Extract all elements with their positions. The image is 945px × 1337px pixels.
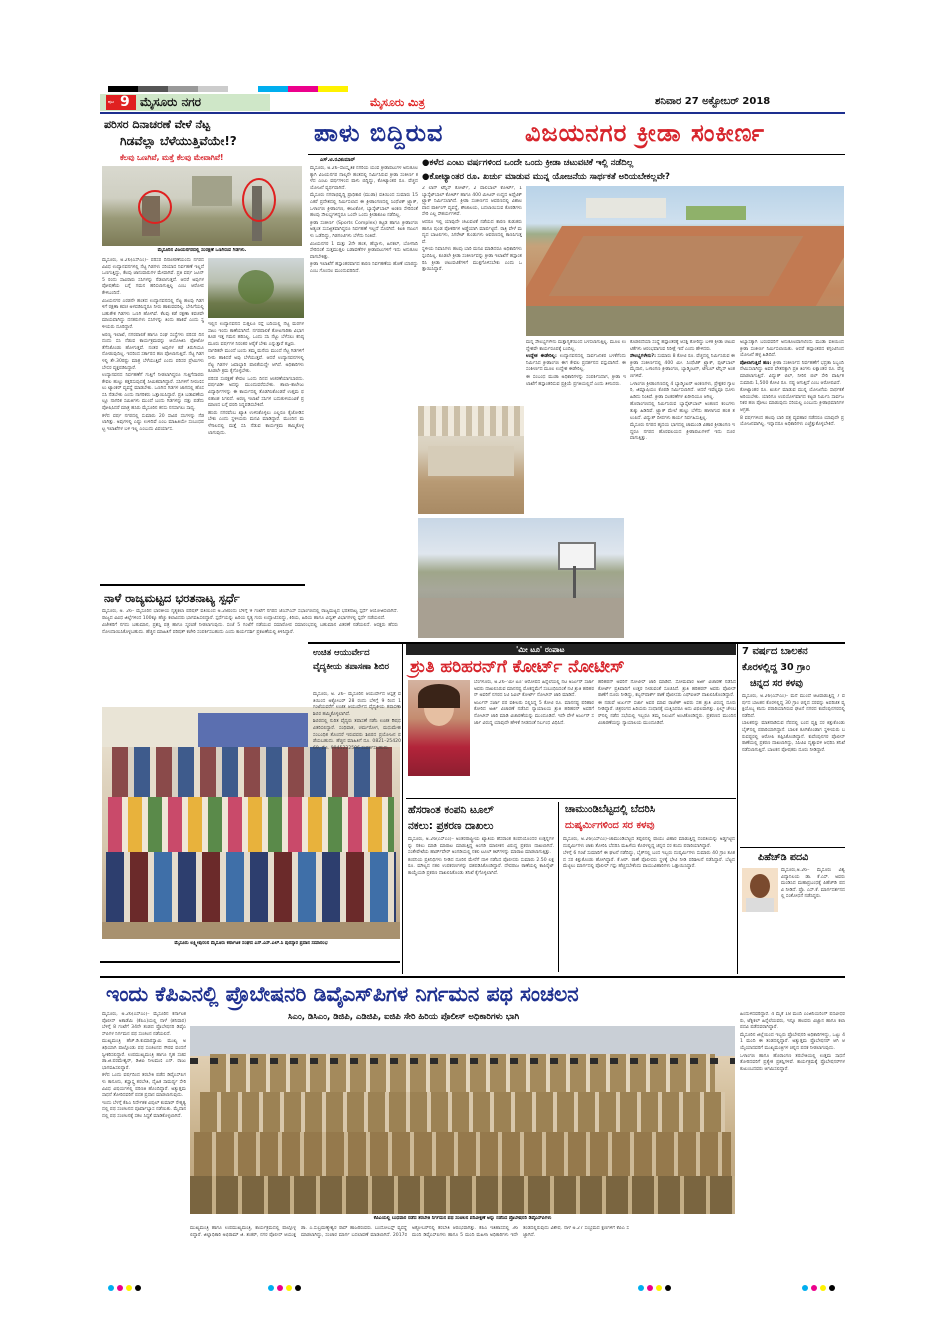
kpa-subhead: ಸಿಎಂ, ಡಿಸಿಎಂ, ಡಿಜಿಪಿ, ಎಡಿಜಿಪಿ, ಐಜಿಪಿ ಸೇರಿ ಹಿರಿಯ ಪೊಲೀಸ್ ಅಧಿಕಾರಿಗಳು ಭಾಗಿ <box>288 1012 520 1022</box>
story-kpa <box>100 980 845 1277</box>
trees-body-right: ಇಲ್ಲಿನ ಉದ್ಯಾನವನದ ಸುತ್ತಲೂ ರಸ್ತೆ ಬದಿಯಲ್ಲಿ ನೆಟ್ಟ ಮರಗಳ ಸಾಲು ಇಂದು ಕಾಣೆಯಾಗಿದೆ. ನಗರಪಾಲಿಕೆ ತೋಟಗಾರಿಕಾ ವಿಭಾಗ ಕೂಡ ಇತ್ತ ಗಮನ ಹರಿಸಿಲ್ಲ. ಒಂದು ಸಸಿ ನೆಟ್ಟು ಬೆಳೆಸಲು ಕನಿಷ್ಠ ಮೂರು ವರ್ಷಗಳ ನಿರಂತರ ಆರೈಕೆ ಬೇಕು ಎನ್ನುತ್ತಾರೆ ತಜ್ಞರು. ನಾಗರಿಕರೇ ಮುಂದೆ ಬಂದು ತಮ್ಮ ಮನೆಯ ಮುಂದೆ ನೆಟ್ಟ ಗಿಡಗಳಿಗೆ ನೀರು ಹಾಕಿದರೆ ಅವು ಬೆಳೆಯುತ್ತವೆ. ಆದರೆ ಉದ್ಯಾನವನಗಳಲ್ಲಿ ನೆಟ್ಟ ಗಿಡಗಳ ಜವಾಬ್ದಾರಿ ಪಾಲಿಕೆಯದ್ದೇ ಆಗಿದೆ. ಅಧಿಕಾರಿಗಳು ಕೂಡಲೇ ಕ್ರಮ ಕೈಗೊಳ್ಳಬೇಕು. ಪರಿಸರ ಸಂರಕ್ಷಣೆ ಕೇವಲ ಒಂದು ದಿನದ ಆಚರಣೆಯಾಗಬಾರದು. ವರ್ಷವಿಡೀ ಅದನ್ನು ಮುಂದುವರೆಸಬೇಕು. ಶಾಲಾ–ಕಾಲೇಜು ವಿದ್ಯಾರ್ಥಿಗಳನ್ನು ಈ ಕಾರ್ಯದಲ್ಲಿ ತೊಡಗಿಸಿಕೊಂಡರೆ ಉತ್ತಮ ಫಲಿತಾಂಶ ಸಿಗಲಿದೆ. ಅರಣ್ಯ ಇಲಾಖೆ ಸಸಿಗಳ ಬದುಕುಳಿಯುವಿಕೆ ಪ್ರಮಾಣದ ಬಗ್ಗೆ ವರದಿ ಸಿದ್ಧಪಡಿಸಬೇಕಿದೆ. ಹಸಿರು ನಗರವೆಂಬ ಖ್ಯಾತಿ ಉಳಿಸಿಕೊಳ್ಳಲು ಎಲ್ಲರೂ ಕೈಜೋಡಿಸಬೇಕು ಎಂದು ಸ್ಥಳೀಯರು ಮನವಿ ಮಾಡಿದ್ದಾರೆ. ಮುಂದಿನ ಮಳೆಗಾಲದಲ್ಲಿ ಮತ್ತೆ ಸಸಿ ನೆಡುವ ಕಾರ್ಯಕ್ರಮ ಹಮ್ಮಿಕೊಳ್ಳಲಾಗುವುದು. <box>208 322 304 436</box>
trees-body: ಮೈಸೂರು, ಅ.26(ಎಸ್‌ಎಂ)– ಪರಿಸರ ದಿನಾಚರಣೆಯಂದು ನಗರದ ವಿವಿಧ ಉದ್ಯಾನವನಗಳಲ್ಲಿ ನೆಟ್ಟ ಗಿಡಗಳು ಸರಿಯಾದ ನಿರ್ವಹಣೆ ಇಲ್ಲದೆ ಒಣಗುತ್ತಿದ್ದು, ಕೆಲವು ಜಾನುವಾರುಗಳ ಮೇವಾಗಿವೆ. ಪ್ರತಿ ವರ್ಷ ಜೂನ್ 5 ರಂದು ಸಾವಿರಾರು ಸಸಿಗಳನ್ನು ನೆಡಲಾಗುತ್ತದೆ. ಆದರೆ ಅವುಗಳ ಪೋಷಣೆಯ ಬಗ್ಗೆ ಗಮನ ಹರಿಸಲಾಗುತ್ತಿಲ್ಲ ಎಂಬ ಆರೋಪ ಕೇಳಿಬಂದಿದೆ. ವಿಜಯನಗರ ಎರಡನೇ ಹಂತದ ಉದ್ಯಾನವನದಲ್ಲಿ ನೆಟ್ಟ ಹಲವು ಗಿಡಗಳಿಗೆ ರಕ್ಷಣಾ ಕವಚ ಅಳವಡಿಸಿದ್ದರೂ ನೀರು ಹಾಕುವವರಿಲ್ಲ. ಬೇಸಿಗೆಯಲ್ಲಿ ಬಹುತೇಕ ಗಿಡಗಳು ಒಣಗಿ ಹೋಗಿವೆ. ಕೆಲವು ಕಡೆ ರಕ್ಷಣಾ ಕವಚವೇ ಮಾಯವಾಗಿದ್ದು ದನಕರುಗಳು ಸಸಿಗಳನ್ನು ತಿಂದು ಹಾಕಿವೆ ಎಂದು ಸ್ಥಳೀಯರು ದೂರಿದ್ದಾರೆ. ಅರಣ್ಯ ಇಲಾಖೆ, ನಗರಪಾಲಿಕೆ ಹಾಗೂ ಸಂಘ ಸಂಸ್ಥೆಗಳು ಪರಿಸರ ದಿನದಂದು ಸಸಿ ನೆಡುವ ಕಾರ್ಯಕ್ರಮವನ್ನು ಆಯೋಜಿಸಿ ಫೋಟೋ ತೆಗೆಸಿಕೊಂಡು ಹೋಗುತ್ತವೆ. ನಂತರ ಅವುಗಳ ಕಡೆ ತಿರುಗಿಯೂ ನೋಡುವುದಿಲ್ಲ. ಇದರಿಂದ ಸರ್ಕಾರದ ಹಣ ಪೋಲಾಗುತ್ತಿದೆ. ನೆಟ್ಟ ಗಿಡಗಳಲ್ಲಿ ಶೇ.30ರಷ್ಟು ಮಾತ್ರ ಬೆಳೆಯುತ್ತಿವೆ ಎಂದು ಪರಿಸರ ಪ್ರೇಮಿಗಳು ಬೇಸರ ವ್ಯಕ್ತಪಡಿಸಿದ್ದಾರೆ. ಉದ್ಯಾನವನದ ನಿರ್ವಹಣೆಗೆ ಗುತ್ತಿಗೆ ನೀಡಲಾಗಿದ್ದರೂ ಗುತ್ತಿಗೆದಾರರು ಕೇವಲ ಹುಲ್ಲು ಕತ್ತರಿಸುವುದಕ್ಕೆ ಸೀಮಿತವಾಗಿದ್ದಾರೆ. ಸಸಿಗಳಿಗೆ ನೀರುಣಿಸಲು ಟ್ಯಾಂಕರ್ ವ್ಯವಸ್ಥೆ ಮಾಡಬೇಕು. ಒಣಗಿದ ಗಿಡಗಳ ಜಾಗದಲ್ಲಿ ಹೊಸ ಸಸಿ ನೆಡಬೇಕು ಎಂದು ನಾಗರಿಕರು ಒತ್ತಾಯಿಸಿದ್ದಾರೆ. ಪ್ರತಿ ಬಡಾವಣೆಯಲ್ಲೂ ನಾಗರಿಕ ಸಮಿತಿಗಳು ಮುಂದೆ ಬಂದು ಗಿಡಗಳನ್ನು ದತ್ತು ಪಡೆದು ಪೋಷಿಸಿದರೆ ಮಾತ್ರ ಹಸಿರು ಮೈಸೂರಿನ ಕನಸು ನನಸಾಗಲು ಸಾಧ್ಯ. ಕಳೆದ ವರ್ಷ ನಗರದಲ್ಲಿ ಸುಮಾರು 20 ಸಾವಿರ ಸಸಿಗಳನ್ನು ನೆಡಲಾಗಿತ್ತು. ಅವುಗಳಲ್ಲಿ ಎಷ್ಟು ಉಳಿದಿವೆ ಎಂಬ ಮಾಹಿತಿಯೇ ಸಂಬಂಧಪಟ್ಟ ಇಲಾಖೆಗಳ ಬಳಿ ಇಲ್ಲ ಎಂಬುದು ವಿಪರ್ಯಾಸ. <box>102 258 204 432</box>
lead-body-col5: ಅಭ್ಯಾಸಕ್ಕಾಗಿ ಬರುವವರಿಗೆ ಅನುಕೂಲವಾಗಲೆಂದು ಮುಡಾ ವತಿಯಿಂದ ಕ್ರೀಡಾ ಸಂಕೀರ್ಣ ನಿರ್ಮಿಸಲಾಯಿತು. ಆದರೆ ಹಸ್ತಾಂತರದ ಕಗ್ಗಂಟಿನಿಂದ ಯೋಜನೆ ಹಳ್ಳ ಹಿಡಿದಿದೆ. ಪೋಲಾಗುತ್ತಿದೆ ಹಣ: ಕ್ರೀಡಾ ಸಂಕೀರ್ಣದ ನಿರ್ವಹಣೆಗೆ ಭದ್ರತಾ ಸಿಬ್ಬಂದಿ ನೇಮಿಸಲಾಗಿದ್ದು ಅವರ ವೇತನಕ್ಕಾಗಿ ಪ್ರತಿ ತಿಂಗಳು ಲಕ್ಷಾಂತರ ರೂ. ವೆಚ್ಚ ಮಾಡಲಾಗುತ್ತಿದೆ. ವಿದ್ಯುತ್ ಬಿಲ್, ನೀರಿನ ಬಿಲ್ ಸೇರಿ ವಾರ್ಷಿಕ ಸುಮಾರು 1,500 ಕೋಟಿ ರೂ. ನಷ್ಟ ಆಗುತ್ತಿದೆ ಎಂಬ ಆರೋಪವಿದೆ. ಕೋಟ್ಯಾಂತರ ರೂ. ಖರ್ಚು ಮಾಡುವ ಮುನ್ನ ಯೋಜನೆಯ ಸಾರ್ಥಕತೆ ಅರಿಯಬೇಕು. ಯಾರಿಗೂ ಉಪಯೋಗವಾಗದ ಕಟ್ಟಡ ನಿರ್ಮಿಸಿ ಸಾರ್ವಜನಿಕರ ಹಣ ಪೋಲು ಮಾಡುವುದು ಸರಿಯಲ್ಲ ಎಂಬುದು ಕ್ರೀಡಾಭಿಮಾನಿಗಳ ಆಗ್ರಹ. 8 ವರ್ಷಗಳಿಂದ ಹಲವು ಬಾರಿ ಪತ್ರ ವ್ಯವಹಾರ ನಡೆದರೂ ಯಾವುದೇ ಪ್ರಯೋಜನವಾಗಿಲ್ಲ. ಇನ್ನಾದರೂ ಅಧಿಕಾರಿಗಳು ಎಚ್ಚೆತ್ತುಕೊಳ್ಳಬೇಕಿದೆ. <box>740 340 844 428</box>
trees-headline-2: ಗಿಡವೆಲ್ಲಾ ಬೆಳೆಯುತ್ತಿವೆಯೇ!? <box>120 134 237 148</box>
metoo-body-1: ಬೆಂಗಳೂರು, ಅ.26–'ಮೀ ಟೂ' ಆರೋಪದ ಹಿನ್ನೆಲೆಯಲ್ಲಿ ನಟ ಅರ್ಜುನ್ ಸರ್ಜಾ ಅವರು ದಾಖಲಿಸಿರುವ ಮಾನನಷ್ಟ ಮೊಕದ್ದಮೆಗೆ ಸಂಬಂಧಿಸಿದಂತೆ ನಟಿ ಶ್ರುತಿ ಹರಿಹರನ್ ಅವರಿಗೆ ನಗರದ ಸಿಟಿ ಸಿವಿಲ್ ಕೋರ್ಟ್ ನೋಟೀಸ್ ಜಾರಿ ಮಾಡಿದೆ. ಅರ್ಜುನ್ ಸರ್ಜಾ ಪರ ವಕೀಲರು ಸಲ್ಲಿಸಿದ್ದ 5 ಕೋಟಿ ರೂ. ಮಾನನಷ್ಟ ಪರಿಹಾರ ಕೋರಿದ ಅರ್ಜಿ ವಿಚಾರಣೆ ನಡೆಸಿದ ನ್ಯಾಯಾಲಯ ಶ್ರುತಿ ಹರಿಹರನ್ ಅವರಿಗೆ ನೋಟೀಸ್ ಜಾರಿ ಮಾಡಿ ವಿಚಾರಣೆಯನ್ನು ಮುಂದೂಡಿದೆ. ಇದೇ ವೇಳೆ ಅರ್ಜುನ್ ಸರ್ಜಾ ವಿರುದ್ಧ ಯಾವುದೇ ಹೇಳಿಕೆ ನೀಡದಂತೆ ನಿರ್ಬಂಧ ವಿಧಿಸಿದೆ. <box>474 680 594 726</box>
story-theft <box>740 644 845 849</box>
kpa-body-right: ಹಿಂದುಳಿದವರಿದ್ದಾರೆ. 4 ಮೈಕೆ 18 ಮಂದಿ ಎಂಜಿನಿಯರಿಂಗ್ ಪದವೀಧರರು, ಟೆಕ್ನಿಕಲ್ ಹಿನ್ನೆಲೆಯವರು, ಇನ್ನೂ ಹಲವರು ವಿಜ್ಞಾನ ಹಾಗೂ ಕಲಾ ಪದವಿ ಪಡೆದವರಾಗಿದ್ದಾರೆ. ಮೈಸೂರಿನ ಜಿಲ್ಲೆಯಿಂದ ಇಬ್ಬರು ಪ್ರೊಬೇಷನರಿ ಅಧಿಕಾರಿಗಳಿದ್ದು, ಒಟ್ಟು 41 ಮಂದಿ ಈ ತಂಡದಲ್ಲಿದ್ದಾರೆ. ಅತ್ಯುತ್ತಮ ಪ್ರೊಬೇಷನರ್ ಆಗಿ ಆಯ್ಕೆಯಾದವರಿಗೆ ಮುಖ್ಯಮಂತ್ರಿಗಳ ಚಿನ್ನದ ಪದಕ ನೀಡಲಾಗುವುದು. ಒಳಾಂಗಣ ಹಾಗೂ ಹೊರಾಂಗಣ ತರಬೇತಿಯಲ್ಲಿ ಉತ್ತಮ ಸಾಧನೆ ತೋರಿದವರಿಗೆ ಪ್ರತ್ಯೇಕ ಪ್ರಶಸ್ತಿಗಳಿವೆ. ಕಾರ್ಯಕ್ರಮಕ್ಕೆ ಪ್ರೊಬೇಷನರ್‌ಗಳ ಕುಟುಂಬದವರು ಆಗಮಿಸಲಿದ್ದಾರೆ. <box>740 1012 845 1072</box>
issue-date: ಶನಿವಾರ 27 ಅಕ್ಟೋಬರ್ 2018 <box>655 96 771 107</box>
page-label: ಪುಟ <box>108 99 114 104</box>
trees-photo-2 <box>208 258 304 318</box>
phd-body: ಮೈಸೂರು,ಅ.26– ಮೈಸೂರು ವಿಶ್ವವಿದ್ಯಾನಿಲಯ ಡಾ. ಕೆ.ಎಸ್. ಅವರು ಮಂಡಿಸಿದ ಮಹಾಪ್ರಬಂಧಕ್ಕೆ ಪಿಹೆಚ್‌ಡಿ ಪದವಿ ನೀಡಿದೆ. ಪ್ರೊ. ಎಸ್.ಕೆ. ಮಾರ್ಗದರ್ಶನದಲ್ಲಿ ಸಂಶೋಧನೆ ನಡೆಸಿದ್ದರು. <box>781 868 845 900</box>
story-toll <box>406 802 556 972</box>
kpa-photo-caption: ಕೆಪಿಎಯಲ್ಲಿ ಬುಧವಾರ ನಡೆದ ತರಬೇತಿ ನಿರ್ಗಮನ ಪಥ ಸಂಚಲನ ಪರಿವೀಕ್ಷಣೆ ಅನ್ನು ನಡೆಸಿದ ಪ್ರೊಬೇಷನರಿ ಡಿವೈಎಸ್‌ಪಿಗಳು <box>373 1216 552 1221</box>
trees-subhead: ಕೆಲವು ಒಣಗಿವೆ, ಮತ್ತೆ ಕೆಲವು ಮೇವಾಗಿವೆ! <box>120 153 224 162</box>
lead-photo-hall <box>418 406 524 514</box>
lead-photo-track <box>526 186 844 336</box>
trees-photo <box>102 166 302 246</box>
lead-photo-court <box>418 518 624 638</box>
story-metoo <box>406 644 736 800</box>
trees-photo-caption: ಮೈಸೂರಿನ ವಿಜಯನಗರದಲ್ಲಿ ಸಂರಕ್ಷಣೆ ಒಣಗಿರುವ ಗಿಡಗಳು. <box>157 248 247 253</box>
metoo-kicker-bar <box>406 644 736 655</box>
registration-marks-bottom <box>108 1284 837 1292</box>
lead-headline-b: ವಿಜಯನಗರ ಕ್ರೀಡಾ ಸಂಕೀರ್ಣ <box>525 119 765 147</box>
ayurveda-body: ಮೈಸೂರು, ಅ. 26– ಮೈಸೂರಿನ ಆಯುರ್ವೇದ ಆಸ್ಪತ್ರೆ ವತಿಯಿಂದ ಅಕ್ಟೋಬರ್ 28 ರಂದು ಬೆಳಿಗ್ಗೆ 9 ರಿಂದ 1 ಗಂಟೆಯವರೆಗೆ ಉಚಿತ ಆಯುರ್ವೇದ ವೈದ್ಯಕೀಯ ತಪಾಸಣಾ ಶಿಬಿರ ಹಮ್ಮಿಕೊಳ್ಳಲಾಗಿದೆ. ಶಿಬಿರದಲ್ಲಿ ನುರಿತ ವೈದ್ಯರು ತಪಾಸಣೆ ನಡೆಸಿ ಉಚಿತ ಔಷಧ ವಿತರಿಸಲಿದ್ದಾರೆ. ಸಂಧಿವಾತ, ಚರ್ಮರೋಗ, ಮಧುಮೇಹ ಸಂಬಂಧಿತ ತೊಂದರೆ ಇರುವವರು ಶಿಬಿರದ ಪ್ರಯೋಜನ ಪಡೆಯಬಹುದು. ಹೆಚ್ಚಿನ ಮಾಹಿತಿಗೆ ದೂ. 0821–2542069, ಮೊ. 9945222596 ಸಂಪರ್ಕಿಸಬಹುದು. <box>313 692 401 751</box>
metoo-body-2: ಹರಿಹರನ್ ಅವರಿಗೆ ನೋಟೀಸ್ ಜಾರಿ ಮಾಡಿದೆ. ಸೋಮವಾರ ಅರ್ಜಿ ವಿಚಾರಣೆ ನಡೆಸಿದ ಕೋರ್ಟ್ ಪ್ರತಿವಾದಿಗೆ ಉತ್ತರ ನೀಡುವಂತೆ ಸೂಚಿಸಿದೆ. ಶ್ರುತಿ ಹರಿಹರನ್ ಅವರು ಪೊಲೀಸ್ ಠಾಣೆಗೆ ದೂರು ನೀಡಿದ್ದು, ಕಬ್ಬನ್‌ಪಾರ್ಕ್ ಠಾಣೆ ಪೊಲೀಸರು ಎಫ್‌ಐಆರ್ ದಾಖಲಿಸಿಕೊಂಡಿದ್ದಾರೆ. ಈ ನಡುವೆ ಅರ್ಜುನ್ ಸರ್ಜಾ ಅವರ ಮಾವ ರಾಜೇಶ್ ಅವರು ಸಹ ಶ್ರುತಿ ವಿರುದ್ಧ ದೂರು ನೀಡಿದ್ದಾರೆ. ಚಿತ್ರರಂಗದ ಹಿರಿಯರು ಸಂಧಾನಕ್ಕೆ ಯತ್ನಿಸಿದರೂ ಅದು ವಿಫಲವಾಗಿತ್ತು. ಫಿಲ್ಮ್ ಚೇಂಬರ್‌ನಲ್ಲಿ ನಡೆದ ಸಭೆಯಲ್ಲಿ ಇಬ್ಬರೂ ತಮ್ಮ ನಿಲುವಿಗೆ ಅಂಟಿಕೊಂಡಿದ್ದರು. ಪ್ರಕರಣದ ಮುಂದಿನ ವಿಚಾರಣೆಯನ್ನು ನ್ಯಾಯಾಲಯ ಮುಂದೂಡಿದೆ. <box>598 680 736 726</box>
toll-body: ಮೈಸೂರು, ಅ.26(ಎಸ್‌ಎಂ)– ಅಂತರರಾಷ್ಟ್ರೀಯ ಖ್ಯಾತಿಯ ಹೆಸರಾಂತ ಕಂಪನಿಯೊಂದರ ಉತ್ಪನ್ನಗಳನ್ನು ನಕಲು ಮಾಡಿ ಮಾರಾಟ ಮಾಡುತ್ತಿದ್ದ ಅಂಗಡಿ ಮಾಲೀಕನ ವಿರುದ್ಧ ಪ್ರಕರಣ ದಾಖಲಾಗಿದೆ. ಸಂತೇಪೇಟೆಯ ಹಾರ್ಡ್‌ವೇರ್ ಅಂಗಡಿಯಲ್ಲಿ ನಕಲಿ ಟೂಲ್ ಕಿಟ್‌ಗಳನ್ನು ಮಾರಾಟ ಮಾಡಲಾಗುತ್ತಿತ್ತು. ಕಂಪನಿಯ ಪ್ರತಿನಿಧಿಗಳು ನೀಡಿದ ದೂರಿನ ಮೇರೆಗೆ ದಾಳಿ ನಡೆಸಿದ ಪೊಲೀಸರು ಸುಮಾರು 2.50 ಲಕ್ಷ ರೂ. ಮೌಲ್ಯದ ನಕಲಿ ಉಪಕರಣಗಳನ್ನು ವಶಪಡಿಸಿಕೊಂಡಿದ್ದಾರೆ. ದೇವರಾಜ ಠಾಣೆಯಲ್ಲಿ ಕಾಪಿರೈಟ್ ಕಾಯ್ದೆಯಡಿ ಪ್ರಕರಣ ದಾಖಲಿಸಿಕೊಂಡು ತನಿಖೆ ಕೈಗೊಳ್ಳಲಾಗಿದೆ. <box>408 837 554 876</box>
story-trees <box>100 116 305 586</box>
theft-headline-2: ಕೊರಳಲ್ಲಿದ್ದ 30 ಗ್ರಾಂ <box>742 662 811 673</box>
toll-headline-2: ನಕಲು: ಪ್ರಕರಣ ದಾಖಲು <box>408 820 494 832</box>
page-number-box <box>106 95 136 110</box>
ayurveda-headline: ಉಚಿತ ಆಯುರ್ವೇದ ವೈದ್ಯಕೀಯ ತಪಾಸಣಾ ಶಿಬಿರ <box>313 648 389 672</box>
page-header <box>100 92 845 114</box>
group-photo-caption: ಮೈಸೂರು ಲಕ್ಷ್ಮೀಪುರಂನ ಮೈಸೂರು ಕರ್ನಾಟಕ ಸಂಘದ ಎಸ್.ಎಸ್.ಎಲ್.ಸಿ ಪುರಸ್ಕಾರ ಪ್ರದಾನ ಸಮಾರಂಭ <box>174 941 328 946</box>
lead-body-col3: ಮನ್ನ ಸೌಲಭ್ಯಗಳೇನು ಮತ್ತಾಗ್ಯತೆಯಿಂದ ಬಳಸಲಾಗುತ್ತಿಲ್ಲ. ಮೂಲ ಉದ್ದೇಶವೇ ಕಾರ್ಯರೂಪಕ್ಕೆ ಬಂದಿಲ್ಲ. ಉದ್ದೇಶ ಈಡೇರಿಲ್ಲ: ಉದ್ಯಾನವನದಲ್ಲಿ ಸಾರ್ವಜನಿಕರ ಬಳಕೆಗೆಂದು ನಿರ್ಮಿಸಿದ ಕ್ರೀಡಾಂಗಣ ಈಗ ಕೇವಲ ಪ್ರದರ್ಶನದ ವಸ್ತುವಾಗಿದೆ. ಈ ಸಂಕೀರ್ಣದ ಮೂಲ ಉದ್ದೇಶ ಈಡೇರಿಲ್ಲ. ಈ ಸಂಬಂಧ ಮುಡಾ ಅಧಿಕಾರಿಗಳನ್ನು ಸಂಪರ್ಕಿಸಿದಾಗ, ಕ್ರೀಡಾ ಇಲಾಖೆಗೆ ಹಸ್ತಾಂತರಿಸುವ ಪ್ರಕ್ರಿಯೆ ಪ್ರಗತಿಯಲ್ಲಿದೆ ಎಂದು ತಿಳಿಸಿದರು. <box>526 340 626 387</box>
bharatanatya-headline: ನಾಳೆ ರಾಜ್ಯಮಟ್ಟದ ಭರತನಾಟ್ಯ ಸ್ಪರ್ಧೆ <box>104 591 240 605</box>
kpa-headline: ಇಂದು ಕೆಪಿಎನಲ್ಲಿ ಪ್ರೊಬೇಷನರಿ ಡಿವೈಎಸ್‌ಪಿಗಳ ನಿರ್ಗಮನ ಪಥ ಸಂಚಲನ <box>106 982 579 1006</box>
toll-headline-1: ಹೆಸರಾಂತ ಕಂಪನಿ ಟೂಲ್ <box>408 804 494 816</box>
lead-byline: ಎಸ್.ಟಿ.ರವಿಕುಮಾರ್ <box>320 157 356 163</box>
metoo-photo <box>408 680 470 776</box>
newspaper-page <box>100 92 845 1277</box>
lead-subhead-1: ಉದ್ದೇಶ ಈಡೇರಿಲ್ಲ: <box>526 354 557 360</box>
lead-headline-a: ಪಾಳು ಬಿದ್ದಿರುವ <box>314 119 444 147</box>
section-title: ಮೈಸೂರು ನಗರ <box>140 95 202 109</box>
chamundi-headline-2: ದುಷ್ಕರ್ಮಿಗಳಿಂದ ಸರ ಕಳವು <box>565 820 655 831</box>
trees-headline-1: ಪರಿಸರ ದಿನಾಚರಣೆ ವೇಳೆ ನೆಟ್ಟ <box>104 118 211 131</box>
kpa-body-bottom: ಮುಖ್ಯಮಂತ್ರಿ ಹಾಗೂ ಉಪಮುಖ್ಯಮಂತ್ರಿ, ಕಾರ್ಯಕ್ರಮದಲ್ಲಿ ಪಾಲ್ಗೊಳ್ಳಲಿದ್ದಾರೆ. ಜಿಲ್ಲಾಧಿಕಾರಿ ಅಭಿರಾಮ್ ಜಿ. ಶಂಕರ್, ನಗರ ಪೊಲೀಸ್ ಆಯುಕ್ತ ಡಾ. ಎ.ಸುಬ್ರಮಣ್ಯೇಶ್ವರ ರಾವ್ ಹಾಜರಿರುವರು. ಬಂದೋಬಸ್ತ್ ವ್ಯವಸ್ಥೆ ಮಾಡಲಾಗಿದ್ದು, ಸಂಚಾರ ಮಾರ್ಗ ಬದಲಾವಣೆ ಮಾಡಲಾಗಿದೆ. 2017ರ ಅಕ್ಟೋಬರ್‌ನಲ್ಲಿ ತರಬೇತಿ ಆರಂಭವಾಗಿತ್ತು. ಕೆಪಿಎ ಇತಿಹಾಸದಲ್ಲಿ 36 ಮಂದಿ ಡಿವೈಎಸ್‌ಪಿಗಳು ಹಾಗೂ 5 ಮಂದಿ ಮಹಿಳಾ ಅಧಿಕಾರಿಗಳು ಇದೇ ತಂಡದಲ್ಲಿರುವುದು ವಿಶೇಷ. ನಾಳೆ ಅ.27 ಸಂಭ್ರಮದ ಕ್ಷಣಗಳಿಗೆ ಕೆಪಿಎ ಸಜ್ಜಾಗಿದೆ. <box>190 1226 629 1238</box>
lead-bullet-2: ●ಕೋಟ್ಯಾಂತರ ರೂ. ಖರ್ಚು ಮಾಡುವ ಮುನ್ನ ಯೋಜನೆಯ ಸಾರ್ಥಕತೆ ಅರಿಯಬೇಕಲ್ಲವೇ? <box>422 172 670 182</box>
phd-photo <box>742 868 778 912</box>
bharatanatya-body: ಮೈಸೂರು, ಅ. 26– ಮೈಸೂರಿನ ಭಾರತೀಯ ನೃತ್ಯಕಲಾ ಪರಿಷತ್ ವತಿಯಿಂದ ಅ.28ರಂದು ಬೆಳಿಗ್ಗೆ 9 ಗಂಟೆಗೆ ನಗರದ ಜೆಎಸ್‌ಎಸ್ ಸಭಾಂಗಣದಲ್ಲಿ ರಾಜ್ಯಮಟ್ಟದ ಭರತನಾಟ್ಯ ಸ್ಪರ್ಧೆ ಆಯೋಜಿಸಲಾಗಿದೆ. ರಾಜ್ಯದ ವಿವಿಧ ಜಿಲ್ಲೆಗಳಿಂದ 100ಕ್ಕೂ ಹೆಚ್ಚು ಕಲಾವಿದರು ಭಾಗವಹಿಸಲಿದ್ದಾರೆ. ಸ್ಪರ್ಧೆಯನ್ನು ಹಿರಿಯ ನೃತ್ಯ ಗುರು ಉದ್ಘಾಟಿಸಲಿದ್ದು, ಕಿರಿಯ, ಹಿರಿಯ ಹಾಗೂ ವಿದ್ವತ್ ವಿಭಾಗಗಳಲ್ಲಿ ಸ್ಪರ್ಧೆ ನಡೆಯಲಿದೆ. ವಿಜೇತರಿಗೆ ನಗದು ಬಹುಮಾನ, ಪ್ರಶಸ್ತಿ ಪತ್ರ ಹಾಗೂ ಸ್ಮರಣಿಕೆ ನೀಡಲಾಗುವುದು. ಸಂಜೆ 5 ಗಂಟೆಗೆ ನಡೆಯುವ ಸಮಾರೋಪ ಸಮಾರಂಭದಲ್ಲಿ ಬಹುಮಾನ ವಿತರಣೆ ನಡೆಯಲಿದೆ. ಆಸಕ್ತರು ಹೆಸರು ನೋಂದಾಯಿಸಿಕೊಳ್ಳಬಹುದು. ಹೆಚ್ಚಿನ ಮಾಹಿತಿಗೆ ಪರಿಷತ್ ಕಚೇರಿ ಸಂಪರ್ಕಿಸಬಹುದು ಎಂದು ಕಾರ್ಯದರ್ಶಿ ಪ್ರಕಟಣೆಯಲ್ಲಿ ತಿಳಿಸಿದ್ದಾರೆ. <box>102 609 398 635</box>
page-number: 9 <box>120 94 130 110</box>
story-lead <box>308 116 845 646</box>
lead-body-col1: ಮೈಸೂರು, ಅ.26–ಸಾಂಸ್ಕೃತಿಕ ನಗರಿಯ ಯುವ ಕ್ರೀಡಾಪಟುಗಳ ಅನುಕೂಲಕ್ಕಾಗಿ ವಿಜಯನಗರ ನಾಲ್ಕನೇ ಹಂತದಲ್ಲಿ ನಿರ್ಮಿಸಿರುವ ಕ್ರೀಡಾ ಸಂಕೀರ್ಣ ಕಳೆದ ಎಂಟು ವರ್ಷಗಳಿಂದ ಪಾಳು ಬಿದ್ದಿದ್ದು, ಕೋಟ್ಯಾಂತರ ರೂ. ವೆಚ್ಚದ ಯೋಜನೆ ವ್ಯರ್ಥವಾಗಿದೆ. ಮೈಸೂರು ನಗರಾಭಿವೃದ್ಧಿ ಪ್ರಾಧಿಕಾರ (ಮುಡಾ) ವತಿಯಿಂದ ಸುಮಾರು 15 ಎಕರೆ ಪ್ರದೇಶದಲ್ಲಿ ನಿರ್ಮಿಸಲಾದ ಈ ಕ್ರೀಡಾಂಗಣದಲ್ಲಿ ಸಿಂಥೆಟಿಕ್ ಟ್ರ್ಯಾಕ್, ಒಳಾಂಗಣ ಕ್ರೀಡಾಂಗಣ, ಈಜುಕೊಳ, ಬ್ಯಾಸ್ಕೆಟ್‌ಬಾಲ್ ಅಂಕಣ ಸೇರಿದಂತೆ ಹಲವು ಸೌಲಭ್ಯಗಳಿದ್ದರೂ ಒಂದೇ ಒಂದು ಕ್ರೀಡಾಕೂಟ ನಡೆದಿಲ್ಲ. ಕ್ರೀಡಾ ಸಂಕೀರ್ಣ (Sports Complex) ಕಟ್ಟಡ ಹಾಗೂ ಕ್ರೀಡಾಂಗಣ ಅತ್ಯಂತ ಸುಸಜ್ಜಿತವಾಗಿದ್ದರೂ ನಿರ್ವಹಣೆ ಇಲ್ಲದೆ ಸೊರಗಿದೆ. ಕಿಟಕಿ ಗಾಜುಗಳು ಒಡೆದಿದ್ದು, ಗಿಡಗಂಟಿಗಳು ಬೆಳೆದು ನಿಂತಿವೆ. ವಿಜಯನಗರ 1 ಮತ್ತು 2ನೇ ಹಂತ, ಹೆಬ್ಬಾಳು, ಹಿನಕಲ್, ಬೋಗಾದಿ ಸೇರಿದಂತೆ ಸುತ್ತಮುತ್ತಲ ಬಡಾವಣೆಗಳ ಕ್ರೀಡಾಪಟುಗಳಿಗೆ ಇದು ಅನುಕೂಲವಾಗಬೇಕಿತ್ತು. ಕ್ರೀಡಾ ಇಲಾಖೆಗೆ ಹಸ್ತಾಂತರವಾಗದ ಕಾರಣ ನಿರ್ವಹಣೆಯ ಹೊಣೆ ಯಾರದ್ದು ಎಂಬ ಗೊಂದಲ ಮುಂದುವರಿದಿದೆ. <box>310 166 418 274</box>
kpa-photo <box>190 1026 735 1214</box>
theft-headline-1: 7 ವರ್ಷದ ಬಾಲಕನ <box>742 646 808 657</box>
story-phd <box>740 850 845 972</box>
story-ayurveda <box>313 644 401 844</box>
theft-headline-3: ಚಿನ್ನದ ಸರ ಕಳವು <box>750 678 803 689</box>
lead-subhead-3: ಪೋಲಾಗುತ್ತಿದೆ ಹಣ: <box>740 360 772 366</box>
chamundi-body: ಮೈಸೂರು, ಅ.26(ಎಸ್‌ಎಂ)–ಚಾಮುಂಡಿಬೆಟ್ಟದ ತಪ್ಪಲಿನಲ್ಲಿ ವಾಯು ವಿಹಾರ ಮಾಡುತ್ತಿದ್ದ ದಂಪತಿಯನ್ನು ಅಡ್ಡಗಟ್ಟಿದ ದುಷ್ಕರ್ಮಿಗಳು ಚಾಕು ತೋರಿಸಿ ಬೆದರಿಸಿ ಮಹಿಳೆಯ ಕೊರಳಲ್ಲಿದ್ದ ಚಿನ್ನದ ಸರ ಕಸಿದು ಪರಾರಿಯಾಗಿದ್ದಾರೆ. ಬೆಳಿಗ್ಗೆ 6 ಗಂಟೆ ಸುಮಾರಿಗೆ ಈ ಘಟನೆ ನಡೆದಿದ್ದು, ಬೈಕ್‌ನಲ್ಲಿ ಬಂದ ಇಬ್ಬರು ದುಷ್ಕರ್ಮಿಗಳು ಸುಮಾರು 40 ಗ್ರಾಂ ತೂಕದ ಸರ ಕಿತ್ತುಕೊಂಡು ಹೋಗಿದ್ದಾರೆ. ಕೆ.ಆರ್. ಠಾಣೆ ಪೊಲೀಸರು ಸ್ಥಳಕ್ಕೆ ಭೇಟಿ ನೀಡಿ ಪರಿಶೀಲನೆ ನಡೆಸಿದ್ದಾರೆ. ಬೆಟ್ಟದ ಮೆಟ್ಟಿಲು ಮಾರ್ಗದಲ್ಲಿ ಪೊಲೀಸ್ ಗಸ್ತು ಹೆಚ್ಚಿಸಬೇಕೆಂದು ವಾಯುವಿಹಾರಿಗಳು ಒತ್ತಾಯಿಸಿದ್ದಾರೆ. <box>563 837 735 870</box>
phd-headline: ಪಿಹೆಚ್‌ಡಿ ಪದವಿ <box>758 852 809 863</box>
lead-subhead-2: ಸೌಲಭ್ಯಗಳೇನು?: <box>630 354 656 360</box>
metoo-headline: ಶ್ರುತಿ ಹರಿಹರನ್‌ಗೆ ಕೋರ್ಟ್ ನೋಟೀಸ್ <box>410 657 625 677</box>
lead-body-col2: 2 ಲಾನ್ ಟೆನ್ನಿಸ್ ಕೋರ್ಟ್, 2 ವಾಲಿಬಾಲ್ ಕೋರ್ಟ್, 1 ಬ್ಯಾಸ್ಕೆಟ್‌ಬಾಲ್ ಕೋರ್ಟ್ ಹಾಗೂ 400 ಮೀಟರ್ ಉದ್ದದ ಅಥ್ಲೆಟಿಕ್ ಟ್ರ್ಯಾಕ್ ನಿರ್ಮಿಸಲಾಗಿದೆ. ಕ್ರೀಡಾ ಸಂಕೀರ್ಣದ ಆವರಣದಲ್ಲಿ ವಿಶಾಲವಾದ ಪಾರ್ಕಿಂಗ್ ವ್ಯವಸ್ಥೆ, ಶೌಚಾಲಯ, ಬದಲಾಯಿಸುವ ಕೊಠಡಿಗಳು ಸೇರಿ ಎಲ್ಲ ಸೌಕರ್ಯಗಳಿವೆ. ಆದರೂ ಇಲ್ಲಿ ಯಾವುದೇ ಚಟುವಟಿಕೆ ನಡೆಯದ ಕಾರಣ ಕುಡುಕರು ಹಾಗೂ ಪುಂಡ ಪೋಕರಿಗಳ ಅಡ್ಡೆಯಾಗಿ ಮಾರ್ಪಟ್ಟಿದೆ. ರಾತ್ರಿ ವೇಳೆ ಮದ್ಯದ ಬಾಟಲಿಗಳು, ಸಿಗರೇಟ್ ತುಂಡುಗಳು ಆವರಣದಲ್ಲಿ ಕಾಣಸಿಗುತ್ತವೆ. ಸ್ಥಳೀಯ ನಿವಾಸಿಗಳು ಹಲವು ಬಾರಿ ಮನವಿ ಮಾಡಿದರೂ ಅಧಿಕಾರಿಗಳು ಸ್ಪಂದಿಸಿಲ್ಲ. ಕೂಡಲೇ ಕ್ರೀಡಾ ಸಂಕೀರ್ಣವನ್ನು ಕ್ರೀಡಾ ಇಲಾಖೆಗೆ ಹಸ್ತಾಂತರಿಸಿ ಕ್ರೀಡಾ ಚಟುವಟಿಕೆಗಳಿಗೆ ಮುಕ್ತಗೊಳಿಸಬೇಕು ಎಂದು ಒತ್ತಾಯಿಸಿದ್ದಾರೆ. <box>422 186 522 273</box>
lead-headline <box>310 118 845 152</box>
story-chamundi <box>561 802 735 972</box>
paper-name: ಮೈಸೂರು ಮಿತ್ರ <box>370 96 425 109</box>
kpa-body-left: ಮೈಸೂರು, ಅ.26(ಎಸ್‌ಎಂ)– ಮೈಸೂರಿನ ಕರ್ನಾಟಕ ಪೊಲೀಸ್ ಅಕಾಡೆಮಿ (ಕೆಪಿಎ)ಯಲ್ಲಿ ನಾಳೆ (ಶನಿವಾರ) ಬೆಳಿಗ್ಗೆ 8 ಗಂಟೆಗೆ 34ನೇ ತಂಡದ ಪ್ರೊಬೇಷನರಿ ಡಿವೈಎಸ್‌ಪಿಗಳ ನಿರ್ಗಮನ ಪಥ ಸಂಚಲನ ನಡೆಯಲಿದೆ. ಮುಖ್ಯಮಂತ್ರಿ ಹೆಚ್.ಡಿ.ಕುಮಾರಸ್ವಾಮಿ ಮುಖ್ಯ ಅತಿಥಿಯಾಗಿ ಪಾಲ್ಗೊಂಡು ಪಥ ಸಂಚಲನದ ಗೌರವ ವಂದನೆ ಸ್ವೀಕರಿಸಲಿದ್ದಾರೆ. ಉಪಮುಖ್ಯಮಂತ್ರಿ ಹಾಗೂ ಗೃಹ ಸಚಿವ ಡಾ.ಜಿ.ಪರಮೇಶ್ವರ್, ಡಿಜಿಪಿ ನೀಲಮಣಿ ಎನ್. ರಾಜು ಭಾಗವಹಿಸಲಿದ್ದಾರೆ. ಕಳೆದ ಒಂದು ವರ್ಷದಿಂದ ತರಬೇತಿ ಪಡೆದ ಡಿವೈಎಸ್‌ಪಿಗಳು ಕಾನೂನು, ಶಸ್ತ್ರಾಸ್ತ್ರ ತರಬೇತಿ, ದೈಹಿಕ ಸಾಮರ್ಥ್ಯ ಸೇರಿ ವಿವಿಧ ವಿಷಯಗಳಲ್ಲಿ ಪರಿಣತಿ ಹೊಂದಿದ್ದಾರೆ. ಅತ್ಯುತ್ತಮ ಸಾಧನೆ ತೋರಿದವರಿಗೆ ಪದಕ ಪ್ರದಾನ ಮಾಡಲಾಗುವುದು. ಇಂದು ಬೆಳಗ್ಗೆ ಕೆಪಿಎ ನಿರ್ದೇಶಕ ವಿಪುಲ್ ಕುಮಾರ್ ನೇತೃತ್ವದಲ್ಲಿ ಪಥ ಸಂಚಲನದ ಪೂರ್ವಾಭ್ಯಾಸ ನಡೆಯಿತು. ಮೈದಾನದಲ್ಲಿ ಪಥ ಸಂಚಲನಕ್ಕೆ ಸಕಲ ಸಿದ್ಧತೆ ಮಾಡಿಕೊಳ್ಳಲಾಗಿದೆ. <box>102 1012 186 1119</box>
theft-body: ಮೈಸೂರು, ಅ.26(ಎಸ್‌ಎಂ)– ಮನೆ ಮುಂದೆ ಆಟವಾಡುತ್ತಿದ್ದ 7 ವರ್ಷದ ಬಾಲಕನ ಕೊರಳಲ್ಲಿದ್ದ 30 ಗ್ರಾಂ ಚಿನ್ನದ ಸರವನ್ನು ಅಪರಿಚಿತ ವ್ಯಕ್ತಿಯೊಬ್ಬ ಕಸಿದು ಪರಾರಿಯಾಗಿರುವ ಘಟನೆ ನಗರದ ಕುವೆಂಪುನಗರದಲ್ಲಿ ನಡೆದಿದೆ. ಬಾಲಕನನ್ನು ಮಾತನಾಡಿಸುವ ನೆಪದಲ್ಲಿ ಬಂದ ವ್ಯಕ್ತಿ ಸರ ಕಿತ್ತುಕೊಂಡು ಬೈಕ್‌ನಲ್ಲಿ ಪರಾರಿಯಾಗಿದ್ದಾನೆ. ಬಾಲಕ ಕೂಗಿಕೊಂಡಾಗ ಸ್ಥಳೀಯರು ಬರುವಷ್ಟರಲ್ಲಿ ಆರೋಪಿ ತಪ್ಪಿಸಿಕೊಂಡಿದ್ದಾನೆ. ಕುವೆಂಪುನಗರ ಪೊಲೀಸ್ ಠಾಣೆಯಲ್ಲಿ ಪ್ರಕರಣ ದಾಖಲಾಗಿದ್ದು, ಸಿಸಿಟಿವಿ ದೃಶ್ಯಾವಳಿ ಆಧರಿಸಿ ತನಿಖೆ ನಡೆಸಲಾಗುತ್ತಿದೆ. ಬಾಲಕನ ಪೋಷಕರು ದೂರು ನೀಡಿದ್ದಾರೆ. <box>742 694 845 753</box>
metoo-kicker: 'ಮೀ ಟೂ' ರಂಪಾಟ <box>516 645 565 654</box>
lead-bullet-1: ●ಕಳೆದ ಎಂಟು ವರ್ಷಗಳಿಂದ ಒಂದೇ ಒಂದು ಕ್ರೀಡಾ ಚಟುವಟಿಕೆ ಇಲ್ಲಿ ನಡೆದಿಲ್ಲ <box>422 158 634 168</box>
lead-body-col4: ಕೊಡಲಿದೆಯಾ ಸಂಸ್ಥೆ ಹಸ್ತಾಂತರಕ್ಕೆ ಆಸಕ್ತಿ ತೋರಿದ್ದು ಬಳಿಕ ಕ್ರೀಡಾ ಚಟುವಟಿಕೆಗಳು ಆರಂಭವಾಗುವ ನಿರೀಕ್ಷೆ ಇದೆ ಎಂದು ಹೇಳಿದರು. ಸೌಲಭ್ಯಗಳೇನು?: ಸುಮಾರು 8 ಕೋಟಿ ರೂ. ವೆಚ್ಚದಲ್ಲಿ ನಿರ್ಮಿಸಿರುವ ಈ ಕ್ರೀಡಾ ಸಂಕೀರ್ಣದಲ್ಲಿ 400 ಮೀ. ಸಿಂಥೆಟಿಕ್ ಟ್ರ್ಯಾಕ್, ಫುಟ್‌ಬಾಲ್ ಮೈದಾನ, ಒಳಾಂಗಣ ಕ್ರೀಡಾಂಗಣ, ಬ್ಯಾಡ್ಮಿಂಟನ್, ಟೇಬಲ್ ಟೆನ್ನಿಸ್ ಅಂಕಣಗಳಿವೆ. ಒಳಾಂಗಣ ಕ್ರೀಡಾಂಗಣದಲ್ಲಿ 4 ಬ್ಯಾಡ್ಮಿಂಟನ್ ಅಂಕಣಗಳು, ಪ್ರೇಕ್ಷಕರ ಗ್ಯಾಲರಿ, ಜಿಮ್ನಾಷಿಯಂ ಕೊಠಡಿ ನಿರ್ಮಿಸಲಾಗಿದೆ. ಆದರೆ ಇವೆಲ್ಲವೂ ಧೂಳು ಹಿಡಿದು ನಿಂತಿವೆ. ಕ್ರೀಡಾ ಸಲಕರಣೆಗಳ ಖರೀದಿಯೂ ಆಗಿಲ್ಲ. ಹೊರಾಂಗಣದಲ್ಲಿ ನಿರ್ಮಿಸಿರುವ ಬ್ಯಾಸ್ಕೆಟ್‌ಬಾಲ್ ಅಂಕಣದ ಕಂಬಗಳು ತುಕ್ಕು ಹಿಡಿದಿವೆ. ಟ್ರ್ಯಾಕ್ ಮೇಲೆ ಹುಲ್ಲು ಬೆಳೆದು ಹಾಳಾಗುವ ಹಂತ ತಲುಪಿದೆ. ವಿದ್ಯುತ್ ದೀಪಗಳು ಕಾರ್ಯ ನಿರ್ವಹಿಸುತ್ತಿಲ್ಲ. ಮೈಸೂರು ನಗರದ ಹೃದಯ ಭಾಗದಲ್ಲಿ ಚಾಮುಂಡಿ ವಿಹಾರ ಕ್ರೀಡಾಂಗಣ ಇದ್ದರೂ ನಗರದ ಹೊರವಲಯದ ಕ್ರೀಡಾಪಟುಗಳಿಗೆ ಇದು ದೂರವಾಗುತ್ತಿತ್ತು. <box>630 340 735 442</box>
chamundi-headline-1: ಚಾಮುಂಡಿಬೆಟ್ಟದಲ್ಲಿ ಬೆದರಿಸಿ <box>565 804 656 815</box>
